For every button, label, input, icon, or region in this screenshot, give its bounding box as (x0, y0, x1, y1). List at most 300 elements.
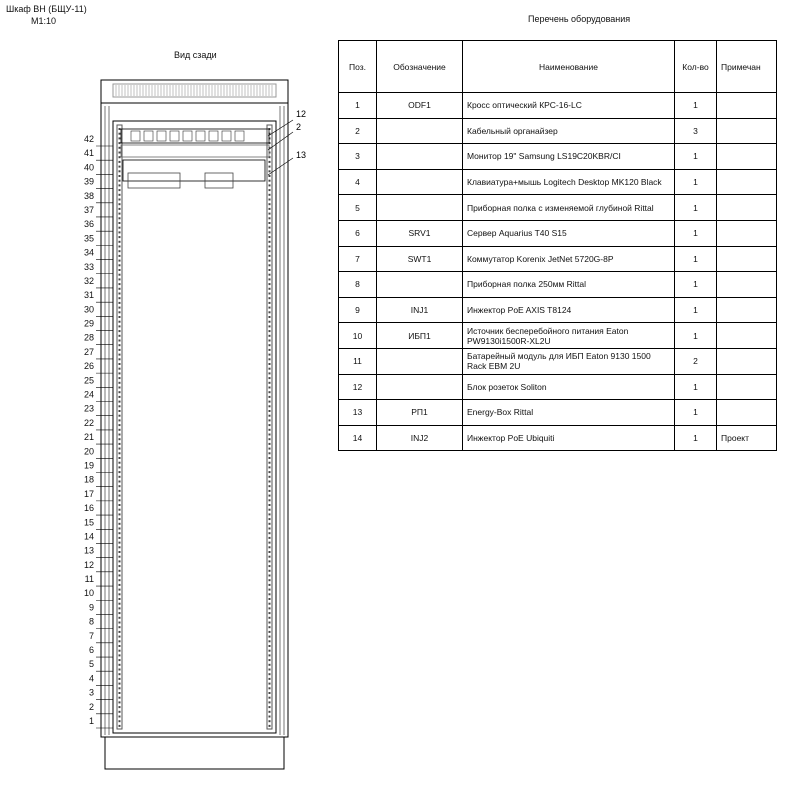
rail-hole (269, 260, 271, 262)
rail-hole (119, 640, 121, 642)
unit-number: 22 (83, 417, 94, 428)
rail-hole (269, 410, 271, 412)
rail-hole (119, 706, 121, 708)
breaker-panel (123, 160, 265, 181)
rack-vent-grille (113, 84, 276, 97)
rail-hole (269, 184, 271, 186)
rail-hole (269, 481, 271, 483)
table-row (339, 323, 777, 349)
cell-code: INJ1 (377, 297, 463, 323)
rail-hole (269, 264, 271, 266)
cell-name: Клавиатура+мышь Logitech Desktop MK120 Black (463, 169, 675, 195)
outlet (157, 131, 166, 141)
rail-hole (119, 415, 121, 417)
rail-hole (269, 325, 271, 327)
rail-hole (269, 217, 271, 219)
rail-hole (269, 631, 271, 633)
cell-note (717, 323, 777, 349)
rail-hole (119, 358, 121, 360)
rail-hole (269, 504, 271, 506)
rack-rail-left (117, 125, 122, 729)
cell-name: Кабельный органайзер (463, 118, 675, 144)
rail-hole (119, 321, 121, 323)
rail-hole (269, 659, 271, 661)
cell-code: РП1 (377, 400, 463, 426)
rail-hole (119, 264, 121, 266)
cell-qty: 1 (675, 374, 717, 400)
rail-hole (119, 654, 121, 656)
rail-hole (269, 344, 271, 346)
rail-hole (269, 654, 271, 656)
rail-hole (119, 452, 121, 454)
rack-plinth (105, 737, 284, 769)
unit-number: 35 (83, 233, 94, 244)
cell-qty: 1 (675, 93, 717, 119)
table-row (339, 425, 777, 451)
rail-hole (119, 410, 121, 412)
rail-hole (119, 631, 121, 633)
cell-qty: 3 (675, 118, 717, 144)
cell-note (717, 220, 777, 246)
rail-hole (119, 382, 121, 384)
rail-hole (269, 278, 271, 280)
unit-number: 42 (83, 134, 94, 144)
rail-hole (119, 645, 121, 647)
rail-hole (269, 434, 271, 436)
rail-hole (119, 170, 121, 172)
rail-hole (119, 490, 121, 492)
rack-inner-frame (113, 121, 276, 733)
unit-number: 40 (83, 162, 94, 173)
rail-hole (119, 575, 121, 577)
table-row (339, 374, 777, 400)
cell-qty: 1 (675, 246, 717, 272)
rail-hole (269, 448, 271, 450)
rail-hole (269, 612, 271, 614)
unit-number: 20 (83, 446, 94, 457)
rail-hole (269, 499, 271, 501)
rail-hole (269, 697, 271, 699)
cell-pos: 6 (339, 220, 377, 246)
rail-hole (119, 349, 121, 351)
unit-number: 39 (83, 176, 94, 187)
rail-hole (269, 640, 271, 642)
rail-hole (269, 673, 271, 675)
rail-hole (119, 354, 121, 356)
rail-hole (269, 170, 271, 172)
cell-pos: 1 (339, 93, 377, 119)
rail-hole (269, 415, 271, 417)
rail-hole (119, 636, 121, 638)
rail-hole (269, 711, 271, 713)
cell-code: INJ2 (377, 425, 463, 451)
rail-hole (119, 278, 121, 280)
rail-hole (269, 203, 271, 205)
rail-hole (269, 589, 271, 591)
table-header-row (339, 41, 777, 93)
outlet (144, 131, 153, 141)
rail-hole (119, 612, 121, 614)
unit-number: 15 (83, 517, 94, 528)
table-row (339, 400, 777, 426)
rail-hole (119, 293, 121, 295)
table-row (339, 348, 777, 374)
rail-hole (269, 452, 271, 454)
rail-hole (269, 307, 271, 309)
rail-hole (119, 424, 121, 426)
cell-note (717, 348, 777, 374)
rail-hole (119, 372, 121, 374)
rail-hole (119, 462, 121, 464)
unit-number: 12 (83, 559, 94, 570)
rail-hole (119, 518, 121, 520)
unit-number: 19 (83, 460, 94, 471)
rail-hole (269, 706, 271, 708)
rail-hole (269, 288, 271, 290)
breaker-group-right (205, 173, 233, 188)
rail-hole (119, 701, 121, 703)
cell-note (717, 374, 777, 400)
cell-qty: 1 (675, 220, 717, 246)
rail-hole (119, 650, 121, 652)
cell-code (377, 118, 463, 144)
rail-hole (269, 255, 271, 257)
rail-hole (269, 546, 271, 548)
rail-hole (119, 429, 121, 431)
cell-pos: 9 (339, 297, 377, 323)
rail-hole (119, 551, 121, 553)
rack-rail-right (267, 125, 272, 729)
rail-hole (269, 537, 271, 539)
cell-qty: 1 (675, 195, 717, 221)
rail-hole (269, 523, 271, 525)
rail-hole (119, 316, 121, 318)
header-note: Примечан (717, 41, 777, 93)
rail-hole (119, 302, 121, 304)
unit-number: 4 (88, 673, 94, 684)
rail-hole (119, 133, 121, 135)
rack-body (101, 103, 288, 737)
rail-hole (119, 377, 121, 379)
rail-hole (119, 307, 121, 309)
outlet (196, 131, 205, 141)
rail-hole (269, 274, 271, 276)
rail-hole (269, 575, 271, 577)
rail-hole (269, 438, 271, 440)
rail-hole (269, 650, 271, 652)
unit-number: 3 (88, 687, 94, 698)
table-row (339, 93, 777, 119)
rail-hole (119, 537, 121, 539)
rail-hole (269, 716, 271, 718)
cell-pos: 2 (339, 118, 377, 144)
unit-number: 27 (83, 346, 94, 357)
rail-hole (269, 227, 271, 229)
rail-hole (119, 184, 121, 186)
rail-hole (269, 236, 271, 238)
cell-name: Кросс оптический КРС-16-LC (463, 93, 675, 119)
unit-number: 8 (88, 616, 94, 627)
rail-hole (269, 669, 271, 671)
rail-hole (119, 255, 121, 257)
rail-hole (119, 607, 121, 609)
rail-hole (119, 203, 121, 205)
unit-number: 23 (83, 403, 94, 414)
rail-hole (269, 189, 271, 191)
header-pos: Поз. (339, 41, 377, 93)
unit-number: 24 (83, 389, 94, 400)
cell-qty: 1 (675, 400, 717, 426)
rail-hole (269, 556, 271, 558)
callout-2: 2 (296, 122, 302, 132)
cell-qty: 1 (675, 297, 717, 323)
rail-hole (269, 358, 271, 360)
rail-hole (119, 542, 121, 544)
rail-hole (119, 673, 121, 675)
rail-hole (119, 720, 121, 722)
rail-hole (269, 462, 271, 464)
rail-hole (119, 241, 121, 243)
rail-hole (269, 194, 271, 196)
cell-code: ODF1 (377, 93, 463, 119)
rail-hole (119, 189, 121, 191)
unit-number: 32 (83, 275, 94, 286)
rail-hole (119, 589, 121, 591)
rail-hole (269, 683, 271, 685)
rail-hole (269, 701, 271, 703)
rail-hole (269, 443, 271, 445)
equipment-list-title: Перечень оборудования (528, 14, 631, 24)
rail-hole (119, 697, 121, 699)
table-row (339, 118, 777, 144)
cell-code: SRV1 (377, 220, 463, 246)
rail-hole (269, 372, 271, 374)
outlet (235, 131, 244, 141)
header-code: Обозначение (377, 41, 463, 93)
unit-number: 36 (83, 219, 94, 230)
rail-hole (269, 607, 271, 609)
rail-hole (269, 297, 271, 299)
cell-code (377, 169, 463, 195)
rail-hole (119, 213, 121, 215)
rail-hole (269, 363, 271, 365)
outlet (170, 131, 179, 141)
cell-note (717, 246, 777, 272)
rail-hole (119, 180, 121, 182)
unit-number: 9 (88, 602, 94, 613)
rail-hole (269, 199, 271, 201)
rail-hole (119, 311, 121, 313)
unit-number: 7 (88, 630, 94, 641)
rail-hole (269, 626, 271, 628)
rail-hole (119, 504, 121, 506)
rail-hole (119, 603, 121, 605)
rail-hole (269, 687, 271, 689)
rail-hole (119, 222, 121, 224)
rail-hole (119, 175, 121, 177)
cell-qty: 1 (675, 323, 717, 349)
rail-hole (119, 147, 121, 149)
rail-hole (119, 434, 121, 436)
unit-number: 28 (83, 332, 94, 343)
rail-hole (269, 311, 271, 313)
unit-number: 11 (84, 574, 94, 585)
rail-hole (119, 593, 121, 595)
unit-number: 41 (83, 148, 94, 159)
cable-organizer-39 (121, 145, 269, 157)
rail-hole (119, 250, 121, 252)
rail-hole (269, 166, 271, 168)
rail-hole (119, 622, 121, 624)
rail-hole (269, 551, 271, 553)
rail-hole (119, 405, 121, 407)
rail-hole (119, 401, 121, 403)
cell-note (717, 400, 777, 426)
cell-name: Батарейный модуль для ИБП Eaton 9130 1500 Rack EBM 2U (463, 348, 675, 374)
rail-hole (269, 645, 271, 647)
rail-hole (119, 570, 121, 572)
rail-hole (119, 156, 121, 158)
table-row (339, 246, 777, 272)
rail-hole (269, 321, 271, 323)
rail-hole (119, 448, 121, 450)
rail-hole (269, 354, 271, 356)
rail-hole (269, 692, 271, 694)
rail-hole (269, 513, 271, 515)
rail-hole (119, 194, 121, 196)
rail-hole (119, 466, 121, 468)
rail-hole (119, 513, 121, 515)
rail-hole (119, 297, 121, 299)
rail-hole (269, 241, 271, 243)
breaker-group-left (128, 173, 180, 188)
rail-hole (269, 725, 271, 727)
header-qty: Кол-во (675, 41, 717, 93)
rail-hole (269, 518, 271, 520)
rail-hole (269, 495, 271, 497)
header-name: Наименование (463, 41, 675, 93)
cell-note (717, 144, 777, 170)
rail-hole (119, 509, 121, 511)
rail-hole (269, 316, 271, 318)
cell-pos: 7 (339, 246, 377, 272)
rail-hole (269, 584, 271, 586)
rail-hole (269, 424, 271, 426)
rail-hole (119, 236, 121, 238)
power-strip (121, 129, 269, 143)
rail-hole (269, 560, 271, 562)
cell-code (377, 195, 463, 221)
rail-hole (119, 340, 121, 342)
cell-code (377, 144, 463, 170)
rail-hole (269, 401, 271, 403)
rail-hole (119, 387, 121, 389)
rail-hole (269, 250, 271, 252)
rail-hole (119, 208, 121, 210)
rail-hole (119, 528, 121, 530)
rail-hole (119, 546, 121, 548)
rail-hole (269, 532, 271, 534)
cell-code (377, 348, 463, 374)
cell-note (717, 195, 777, 221)
rail-hole (119, 692, 121, 694)
cell-note (717, 297, 777, 323)
callout-13: 13 (296, 150, 307, 160)
cell-name: Приборная полка 250мм Rittal (463, 272, 675, 298)
rail-hole (119, 269, 121, 271)
rail-hole (119, 678, 121, 680)
rail-hole (119, 523, 121, 525)
rail-hole (119, 443, 121, 445)
rail-hole (269, 335, 271, 337)
rail-hole (119, 419, 121, 421)
rail-hole (269, 622, 271, 624)
rail-hole (119, 260, 121, 262)
rail-hole (269, 509, 271, 511)
unit-number: 25 (83, 375, 94, 386)
unit-number: 18 (83, 474, 94, 485)
rail-hole (119, 335, 121, 337)
outlet (209, 131, 218, 141)
unit-number: 2 (88, 701, 94, 712)
cell-qty: 1 (675, 144, 717, 170)
cell-name: Инжектор PoE AXIS T8124 (463, 297, 675, 323)
cell-name: Коммутатор Korenix JetNet 5720G-8P (463, 246, 675, 272)
rail-hole (269, 617, 271, 619)
cell-qty: 1 (675, 425, 717, 451)
rail-hole (119, 128, 121, 130)
rail-hole (119, 481, 121, 483)
rail-hole (269, 471, 271, 473)
rail-hole (119, 363, 121, 365)
cell-pos: 5 (339, 195, 377, 221)
cell-pos: 4 (339, 169, 377, 195)
rail-hole (269, 565, 271, 567)
rail-hole (119, 142, 121, 144)
cell-note (717, 93, 777, 119)
cell-note (717, 169, 777, 195)
rail-hole (119, 152, 121, 154)
unit-number: 6 (88, 645, 94, 656)
rail-hole (269, 593, 271, 595)
cell-pos: 8 (339, 272, 377, 298)
unit-number: 17 (83, 488, 94, 499)
unit-number: 14 (83, 531, 94, 542)
cell-code: SWT1 (377, 246, 463, 272)
rail-hole (119, 664, 121, 666)
rail-hole (269, 636, 271, 638)
rail-hole (269, 180, 271, 182)
table-row (339, 169, 777, 195)
rail-hole (119, 716, 121, 718)
drawing-title: Шкаф ВН (БЩУ-11) (6, 4, 87, 14)
rail-hole (269, 429, 271, 431)
rail-hole (269, 579, 271, 581)
unit-number: 10 (83, 588, 94, 599)
rail-hole (269, 330, 271, 332)
rail-hole (119, 227, 121, 229)
rail-hole (269, 269, 271, 271)
cell-qty: 1 (675, 169, 717, 195)
rail-hole (269, 283, 271, 285)
rail-hole (119, 161, 121, 163)
rail-hole (119, 584, 121, 586)
rail-hole (119, 274, 121, 276)
rail-hole (119, 199, 121, 201)
cell-pos: 3 (339, 144, 377, 170)
rail-hole (119, 626, 121, 628)
rail-hole (269, 396, 271, 398)
